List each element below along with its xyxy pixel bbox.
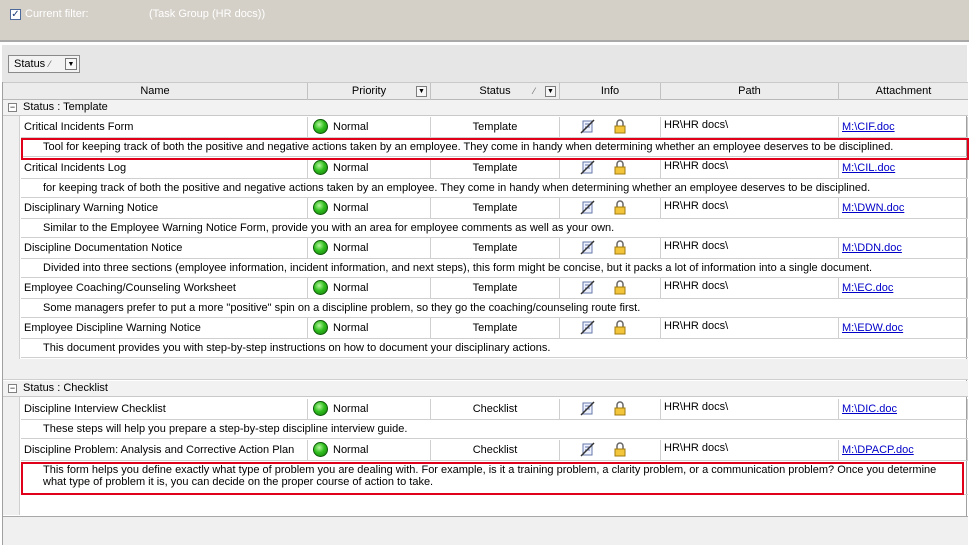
path-cell: HR\HR docs\: [661, 440, 839, 460]
table-row[interactable]: [21, 318, 968, 339]
column-header-attachment[interactable]: Attachment: [875, 85, 932, 97]
group-by-panel: [2, 44, 967, 82]
task-description: This form helps you define exactly what type of problem you are dealing with. For example, is it a training problem, a clarity problem, or a communication problem? Once you determine what type of problem it is, you can decide on the proper course of action to take.: [21, 461, 968, 495]
notes-icon[interactable]: [580, 401, 596, 416]
lock-icon[interactable]: [612, 119, 628, 134]
column-header-name[interactable]: Name: [3, 83, 308, 100]
group-label: Status : Checklist: [23, 382, 108, 394]
lock-icon[interactable]: [612, 160, 628, 175]
group-label: Status : Template: [23, 101, 108, 113]
priority-cell: Normal: [308, 238, 431, 258]
table-row[interactable]: [21, 399, 968, 420]
priority-indicator-icon: [313, 320, 328, 335]
current-filter-value[interactable]: (Task Group (HR docs)): [149, 8, 266, 20]
notes-icon[interactable]: [580, 240, 596, 255]
attachment-link[interactable]: M:\DPACP.doc: [842, 444, 914, 456]
chevron-down-icon[interactable]: ▼: [65, 58, 77, 70]
priority-indicator-icon: [313, 240, 328, 255]
path-cell: HR\HR docs\: [661, 198, 839, 218]
attachment-cell: [839, 399, 968, 419]
task-description: Similar to the Employee Warning Notice Form, provide you with an area for employee comments as well as your own.: [21, 219, 968, 238]
notes-icon[interactable]: [580, 280, 596, 295]
info-cell: [560, 318, 661, 338]
info-cell: [560, 117, 661, 137]
status-cell: Template: [431, 278, 560, 298]
group-indent: [3, 116, 20, 362]
attachment-cell: [839, 198, 968, 218]
status-cell: Template: [431, 158, 560, 178]
priority-cell: Normal: [308, 278, 431, 298]
priority-cell: Normal: [308, 399, 431, 419]
task-grid: [2, 82, 967, 545]
lock-icon[interactable]: [612, 320, 628, 335]
priority-cell: Normal: [308, 318, 431, 338]
priority-indicator-icon: [313, 401, 328, 416]
path-cell: HR\HR docs\: [661, 399, 839, 419]
status-cell: Template: [431, 117, 560, 137]
task-description: for keeping track of both the positive and negative actions taken by an employee. They come in handy when determining whether an employee deserves to be disciplined.: [21, 179, 968, 198]
attachment-cell: [839, 158, 968, 178]
attachment-cell: [839, 278, 968, 298]
column-header-priority[interactable]: Priority ▼: [308, 83, 431, 100]
group-by-status-label: Status: [14, 58, 46, 70]
priority-indicator-icon: [313, 119, 328, 134]
task-description: Divided into three sections (employee information, incident information, and next steps), this form might be concise, but it packs a lot of information into a single document.: [21, 259, 968, 278]
info-cell: [560, 440, 661, 460]
column-header-row: [3, 82, 968, 100]
lock-icon[interactable]: [612, 401, 628, 416]
priority-indicator-icon: [313, 280, 328, 295]
table-row[interactable]: [21, 117, 968, 138]
lock-icon[interactable]: [612, 280, 628, 295]
attachment-link[interactable]: M:\DDN.doc: [842, 242, 902, 254]
group-indent: [3, 397, 20, 515]
lock-icon[interactable]: [612, 200, 628, 215]
group-row-template[interactable]: [3, 100, 968, 116]
task-name: Employee Discipline Warning Notice: [21, 318, 308, 338]
attachment-link[interactable]: M:\CIL.doc: [842, 162, 896, 174]
priority-indicator-icon: [313, 160, 328, 175]
priority-indicator-icon: [313, 442, 328, 457]
chevron-down-icon[interactable]: ▼: [416, 86, 427, 97]
attachment-cell: [839, 440, 968, 460]
chevron-down-icon[interactable]: ▼: [545, 86, 556, 97]
priority-cell: Normal: [308, 440, 431, 460]
priority-indicator-icon: [313, 200, 328, 215]
filter-bar: [0, 0, 969, 42]
attachment-link[interactable]: M:\DIC.doc: [842, 403, 898, 415]
info-cell: [560, 278, 661, 298]
task-name: Discipline Problem: Analysis and Corrective Action Plan: [21, 440, 308, 460]
info-cell: [560, 158, 661, 178]
collapse-icon[interactable]: −: [9, 383, 16, 393]
sort-ascending-icon: ⁄: [49, 59, 51, 69]
attachment-link[interactable]: M:\CIF.doc: [842, 121, 895, 133]
notes-icon[interactable]: [580, 442, 596, 457]
path-cell: HR\HR docs\: [661, 117, 839, 137]
collapse-icon[interactable]: −: [9, 102, 16, 112]
sort-ascending-icon: ⁄: [533, 86, 535, 96]
current-filter-label: Current filter:: [25, 8, 89, 20]
notes-icon[interactable]: [580, 119, 596, 134]
task-description: Some managers prefer to put a more "positive" spin on a discipline problem, so they go the coaching/counseling route first.: [21, 299, 968, 318]
task-description: This document provides you with step-by-step instructions on how to document your disciplinary actions.: [21, 339, 968, 358]
current-filter-checkbox[interactable]: ✓: [11, 9, 20, 20]
table-row[interactable]: [21, 278, 968, 299]
status-cell: Template: [431, 318, 560, 338]
attachment-link[interactable]: M:\EC.doc: [842, 282, 894, 294]
attachment-link[interactable]: M:\EDW.doc: [842, 322, 904, 334]
info-cell: [560, 238, 661, 258]
notes-icon[interactable]: [580, 160, 596, 175]
info-cell: [560, 399, 661, 419]
task-name: Disciplinary Warning Notice: [21, 198, 308, 218]
table-row[interactable]: [21, 440, 968, 461]
group-spacer: [3, 359, 968, 380]
path-cell: HR\HR docs\: [661, 318, 839, 338]
path-cell: HR\HR docs\: [661, 158, 839, 178]
path-cell: HR\HR docs\: [661, 278, 839, 298]
column-header-info[interactable]: Info: [560, 83, 661, 100]
task-name: Critical Incidents Form: [21, 117, 308, 137]
task-name: Discipline Documentation Notice: [21, 238, 308, 258]
lock-icon[interactable]: [612, 240, 628, 255]
priority-cell: Normal: [308, 198, 431, 218]
notes-icon[interactable]: [580, 200, 596, 215]
info-cell: [560, 198, 661, 218]
task-name: Discipline Interview Checklist: [21, 399, 308, 419]
status-cell: Checklist: [431, 399, 560, 419]
table-row[interactable]: [21, 158, 968, 179]
priority-cell: Normal: [308, 158, 431, 178]
status-cell: Checklist: [431, 440, 560, 460]
attachment-cell: [839, 318, 968, 338]
priority-cell: Normal: [308, 117, 431, 137]
attachment-cell: [839, 117, 968, 137]
attachment-cell: [839, 238, 968, 258]
status-cell: Template: [431, 198, 560, 218]
column-header-path[interactable]: Path: [661, 83, 839, 100]
column-header-status[interactable]: Status ⁄ ▼: [431, 83, 560, 100]
status-cell: Template: [431, 238, 560, 258]
group-by-status-chip[interactable]: [8, 55, 80, 73]
task-name: Employee Coaching/Counseling Worksheet: [21, 278, 308, 298]
task-name: Critical Incidents Log: [21, 158, 308, 178]
task-description: These steps will help you prepare a step-by-step discipline interview guide.: [21, 420, 968, 439]
group-row-checklist[interactable]: [3, 381, 968, 397]
path-cell: HR\HR docs\: [661, 238, 839, 258]
attachment-link[interactable]: M:\DWN.doc: [842, 202, 905, 214]
notes-icon[interactable]: [580, 320, 596, 335]
task-description: Tool for keeping track of both the positive and negative actions taken by an employee. They come in handy when determining whether an employee deserves to be disciplined.: [21, 138, 968, 157]
lock-icon[interactable]: [612, 442, 628, 457]
table-row[interactable]: [21, 238, 968, 259]
table-row[interactable]: [21, 198, 968, 219]
grid-footer: [3, 516, 968, 545]
